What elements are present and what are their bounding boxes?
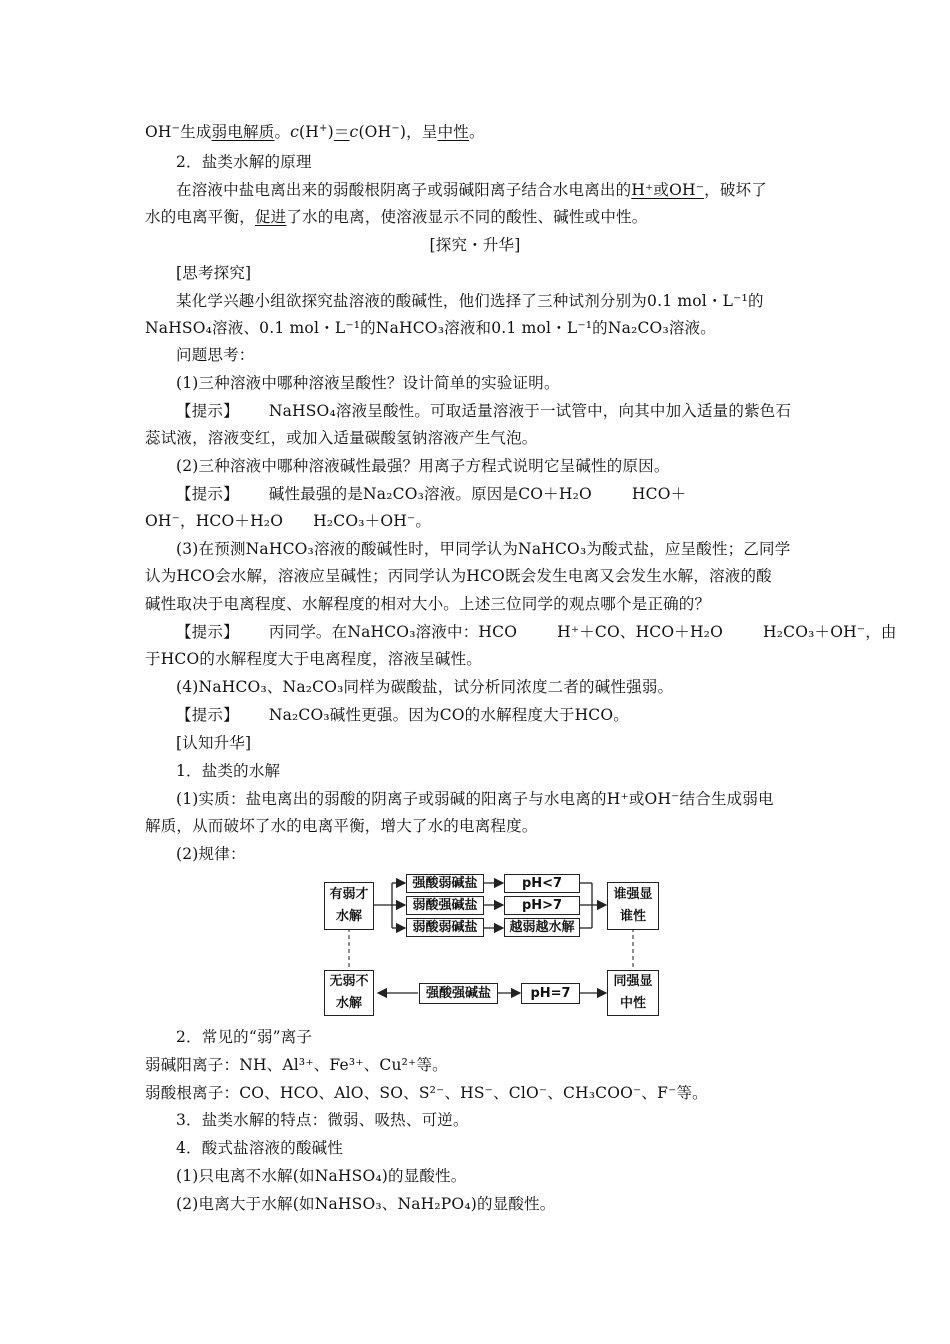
cognition-4-item-1: (1)只电离不水解(如NaHSO₄)的显酸性。 [176, 1167, 467, 1185]
answer-2-line2: OH⁻，HCO＋H₂O H₂CO₃＋OH⁻。 [145, 512, 432, 530]
box-weak-acid-strong-base: 弱酸强碱盐 [406, 896, 484, 915]
question-3-line2: 认为HCO会水解，溶液应呈碱性；丙同学认为HCO既会发生电离又会发生水解，溶液的酸 [145, 567, 772, 585]
box-strong-acid-strong-base: 强酸强碱盐 [419, 983, 498, 1004]
answer-1-line2: 蕊试液，溶液变红，或加入适量碳酸氢钠溶液产生气泡。 [145, 429, 538, 447]
cognition-4-title: 4．酸式盐溶液的酸碱性 [176, 1139, 344, 1157]
heading-explore: [探究・升华] [429, 236, 521, 254]
box-same-strong-neutral: 同强显 中性 [607, 970, 659, 1016]
cognition-4-item-2: (2)电离大于水解(如NaHSO₃、NaH₂PO₄)的显酸性。 [176, 1195, 556, 1213]
box-weak-acid-weak-base: 弱酸弱碱盐 [406, 918, 484, 937]
answer-3-line1: 【提示】 丙同学。在NaHCO₃溶液中：HCO H⁺＋CO、HCO＋H₂O H₂CO₃＋OH⁻，由 [176, 623, 897, 641]
box-strong-acid-weak-base: 强酸弱碱盐 [406, 874, 484, 893]
question-3-line3: 碱性取决于电离程度、水解程度的相对大小。上述三位同学的观点哪个是正确的？ [145, 595, 711, 613]
question-2: (2)三种溶液中哪种溶液碱性最强？用离子方程式说明它呈碱性的原因。 [176, 457, 670, 475]
weak-base-cations: 弱碱阳离子：NH、Al³⁺、Fe³⁺、Cu²⁺等。 [145, 1056, 448, 1074]
answer-2-line1: 【提示】 碱性最强的是Na₂CO₃溶液。原因是CO＋H₂O HCO＋ [176, 485, 687, 503]
hydrolysis-rule-diagram [322, 872, 662, 1017]
hint-label: 【提示】 [176, 706, 239, 724]
box-weaker-more-hydrolysis: 越弱越水解 [504, 918, 580, 937]
hint-label: 【提示】 [176, 402, 239, 420]
question-label: 问题思考： [176, 346, 255, 364]
answer-3-line2: 于HCO的水解程度大于电离程度，溶液呈碱性。 [145, 650, 482, 668]
think-title: [思考探究] [176, 264, 252, 282]
cognition-1-para-line2: 解质，从而破坏了水的电离平衡，增大了水的电离程度。 [145, 817, 538, 835]
weak-acid-anions: 弱酸根离子：CO、HCO、AlO、SO、S²⁻、HS⁻、ClO⁻、CH₃COO⁻、F⁻等。 [145, 1084, 708, 1102]
box-weak-hydrolyze: 有弱才 水解 [324, 882, 374, 930]
section-2-title: 2．盐类水解的原理 [176, 153, 312, 171]
intro-line2: NaHSO₄溶液、0.1 mol・L⁻¹的NaHCO₃溶液和0.1 mol・L⁻¹的Na₂CO₃溶液。 [145, 319, 716, 337]
cognition-1-rule-label: (2)规律： [176, 845, 246, 863]
box-ph-less-7: pH<7 [504, 874, 580, 893]
box-ph-equal-7: pH=7 [521, 983, 580, 1004]
answer-1-line1: 【提示】 NaHSO₄溶液呈酸性。可取适量溶液于一试管中，向其中加入适量的紫色石 [176, 402, 792, 420]
box-ph-greater-7: pH>7 [504, 896, 580, 915]
question-3-line1: (3)在预测NaHCO₃溶液的酸碱性时，甲同学认为NaHCO₃为酸式盐，应呈酸性；乙同学 [176, 540, 791, 558]
answer-4: 【提示】 Na₂CO₃碱性更强。因为CO的水解程度大于HCO。 [176, 706, 629, 724]
cognition-1-para-line1: (1)实质：盐电离出的弱酸的阴离子或弱碱的阳离子与水电离的H⁺或OH⁻结合生成弱电 [176, 790, 774, 808]
hint-label: 【提示】 [176, 623, 239, 641]
hint-label: 【提示】 [176, 485, 239, 503]
cognition-title: [认知升华] [176, 734, 252, 752]
cognition-1-title: 1．盐类的水解 [176, 762, 281, 780]
cognition-3: 3．盐类水解的特点：微弱、吸热、可逆。 [176, 1111, 469, 1129]
box-stronger-shows: 谁强显 谁性 [607, 882, 659, 930]
question-4: (4)NaHCO₃、Na₂CO₃同样为碳酸盐，试分析同浓度二者的碱性强弱。 [176, 678, 674, 696]
box-no-weak-no-hydrolysis: 无弱不 水解 [324, 970, 374, 1016]
section-2-paragraph-line2: 水的电离平衡，促进了水的电离，使溶液显示不同的酸性、碱性或中性。 [145, 208, 648, 226]
section-2-paragraph-line1: 在溶液中盐电离出来的弱酸根阴离子或弱碱阳离子结合水电离出的H⁺或OH⁻，破坏了 [176, 181, 767, 199]
intro-line1: 某化学兴趣小组欲探究盐溶液的酸碱性，他们选择了三种试剂分别为0.1 mol・L⁻¹的 [176, 292, 764, 310]
cognition-2-title: 2．常见的“弱”离子 [176, 1028, 313, 1046]
line-neutral-water: OH−生成弱电解质。c(H+)＝c(OH−)，呈中性。 [145, 122, 485, 141]
question-1: (1)三种溶液中哪种溶液呈酸性？设计简单的实验证明。 [176, 374, 560, 392]
